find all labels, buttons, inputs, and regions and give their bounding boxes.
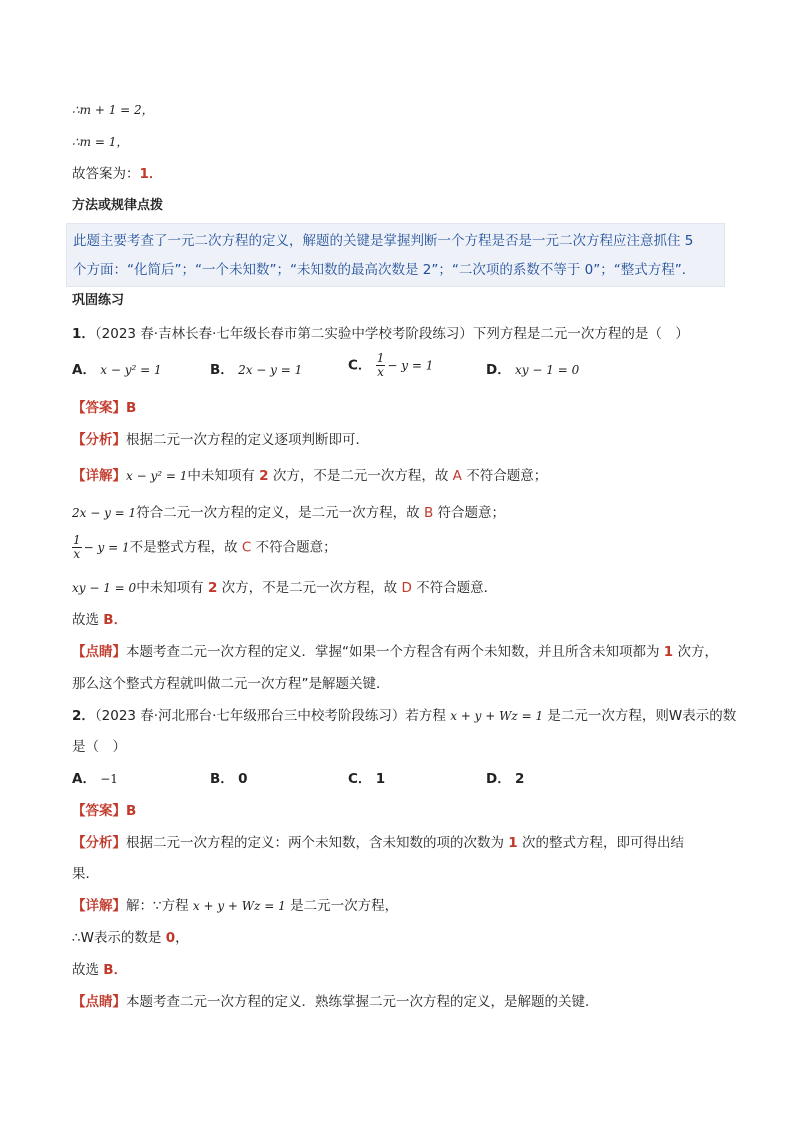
answer-prefix: 故答案为： <box>72 166 140 182</box>
q1-detail-4 <box>72 578 497 598</box>
detail-option: D <box>401 580 412 596</box>
q1-comment-1 <box>72 642 718 662</box>
analysis-highlight: 1 <box>508 835 518 851</box>
detail-highlight: 2 <box>207 580 218 596</box>
answer-tag: 【答案】 <box>72 803 126 819</box>
q2-option-c <box>348 769 385 789</box>
comment-tag: 【点睛】 <box>72 644 126 660</box>
q2-comment <box>72 992 599 1012</box>
analysis-tag: 【分析】 <box>72 835 126 851</box>
detail-text: 不符合题意． <box>411 580 498 596</box>
q2-detail-1 <box>72 896 398 916</box>
step-m: ∴m = 1， <box>72 135 129 149</box>
method-box-line1: 此题主要考查了一元二次方程的定义，解题的关键是掌握判断一个方程是否是一元二次方程应注意抓住 5 <box>73 233 694 249</box>
q2-stem-text: （2023 春·河北邢台·七年级邢台三中校考阶段练习）若方程 <box>94 708 451 724</box>
answer-line <box>72 164 162 184</box>
option-value: 2 <box>515 771 525 787</box>
q2-choose <box>72 960 127 980</box>
detail-text: 不是整式方程，故 <box>129 539 242 556</box>
q2-option-a <box>72 769 118 789</box>
choose-value: B． <box>103 612 128 628</box>
detail-math: x + y + Wz = 1 <box>192 899 286 913</box>
answer-value: B <box>126 400 137 416</box>
fraction-numerator: 1 <box>73 533 81 547</box>
option-math: x − y² = 1 <box>100 363 162 377</box>
fraction <box>72 534 82 561</box>
step-m-plus-1: ∴m + 1 = 2， <box>72 103 154 117</box>
option-value: −1 <box>100 772 118 786</box>
q2-option-d <box>486 769 524 789</box>
q2-analysis <box>72 833 684 853</box>
option-label: A． <box>72 771 96 787</box>
option-label: B． <box>210 771 234 787</box>
fraction-numerator: 1 <box>376 351 385 365</box>
q1-option-d <box>486 360 579 380</box>
analysis-text: 根据二元一次方程的定义逐项判断即可． <box>126 432 369 448</box>
fraction <box>376 352 386 379</box>
q2-stem <box>72 706 736 726</box>
q2-detail-2 <box>72 928 189 948</box>
q1-option-a <box>72 360 162 380</box>
answer-value: 1． <box>139 166 163 182</box>
analysis-text: 根据二元一次方程的定义：两个未知数，含未知数的项的次数为 <box>126 835 509 851</box>
choose-value: B． <box>103 962 128 978</box>
detail-math: 2x − y = 1 <box>72 506 137 520</box>
q1-comment-2: 那么这个整式方程就叫做二元一次方程”是解题关键． <box>72 676 390 692</box>
detail-math: − y = 1 <box>83 540 130 555</box>
option-label: D． <box>486 771 511 787</box>
method-heading: 方法或规律点拨 <box>72 198 164 213</box>
analysis-tag: 【分析】 <box>72 432 126 448</box>
answer-value: B <box>126 803 137 819</box>
option-value: 1 <box>375 771 386 787</box>
q1-option-c <box>348 352 433 379</box>
detail-text: ， <box>175 930 189 946</box>
detail-highlight: 0 <box>165 930 176 946</box>
option-math: xy − 1 = 0 <box>515 363 580 377</box>
method-box <box>66 223 725 287</box>
option-label: A． <box>72 362 96 378</box>
choose-prefix: 故选 <box>72 612 104 628</box>
q2-answer <box>72 801 136 821</box>
q2-number: 2． <box>72 708 95 724</box>
detail-text: 不符合题意； <box>461 468 548 484</box>
detail-text: 不符合题意； <box>251 539 337 556</box>
practice-heading: 巩固练习 <box>72 293 125 308</box>
fraction-denominator: x <box>73 547 81 561</box>
comment-tag: 【点睛】 <box>72 994 126 1010</box>
detail-option: C <box>241 539 252 556</box>
comment-text: 本题考查二元一次方程的定义．掌握“如果一个方程含有两个未知数，并且所含未知项都为 <box>126 644 664 660</box>
option-label: C． <box>348 771 372 787</box>
option-math: 2x − y = 1 <box>238 363 303 377</box>
q1-stem <box>72 324 689 344</box>
detail-text: 中未知项有 <box>187 468 260 484</box>
method-box-line2: 个方面：“化简后”；“一个未知数”；“未知数的最高次数是 2”；“二次项的系数不等于 0”；“整式方程”． <box>73 262 696 278</box>
detail-text: ∴W表示的数是 <box>72 930 166 946</box>
fraction-denominator: x <box>377 365 384 379</box>
detail-option: A <box>452 468 462 484</box>
q2-stem-text: 是二元一次方程，则W表示的数 <box>543 708 737 724</box>
detail-text: 是二元一次方程， <box>285 898 399 914</box>
detail-text: 符合题意； <box>433 505 506 521</box>
detail-tag: 【详解】 <box>72 468 126 484</box>
comment-highlight: 1 <box>663 644 674 660</box>
comment-text: 本题考查二元一次方程的定义．熟练掌握二元一次方程的定义，是解题的关键． <box>126 994 599 1010</box>
detail-math: x − y² = 1 <box>126 469 188 483</box>
choose-prefix: 故选 <box>72 962 104 978</box>
detail-highlight: 2 <box>259 468 269 484</box>
q1-analysis <box>72 430 369 450</box>
q1-number: 1． <box>72 326 95 342</box>
detail-text: 解：∵方程 <box>126 898 193 914</box>
q2-analysis-line2: 果． <box>72 866 99 882</box>
detail-math: xy − 1 = 0 <box>72 581 137 595</box>
q1-stem-text: （2023 春·吉林长春·七年级长春市第二实验中学校考阶段练习）下列方程是二元一次方程的是（ ） <box>94 326 689 342</box>
detail-text: 符合二元一次方程的定义，是二元一次方程，故 <box>136 505 424 521</box>
q1-option-b <box>210 360 302 380</box>
analysis-text: 次的整式方程，即可得出结 <box>517 835 684 851</box>
q1-answer <box>72 398 136 418</box>
answer-tag: 【答案】 <box>72 400 126 416</box>
option-math: − y = 1 <box>387 358 434 373</box>
q1-detail-3 <box>72 534 337 561</box>
option-value: 0 <box>238 771 248 787</box>
option-label: B． <box>210 362 234 378</box>
detail-text: 中未知项有 <box>136 580 208 596</box>
option-label: C． <box>348 357 372 374</box>
q1-detail-2 <box>72 503 505 523</box>
q1-detail-1 <box>72 466 547 486</box>
q2-stem-line2: 是（ ） <box>72 739 126 755</box>
detail-option: B <box>423 505 434 521</box>
detail-text: 次方，不是二元一次方程，故 <box>268 468 453 484</box>
option-label: D． <box>486 362 511 378</box>
q2-stem-math: x + y + Wz = 1 <box>450 709 544 723</box>
detail-text: 次方，不是二元一次方程，故 <box>217 580 402 596</box>
detail-tag: 【详解】 <box>72 898 126 914</box>
q1-choose <box>72 610 127 630</box>
q2-option-b <box>210 769 248 789</box>
comment-text: 次方， <box>673 644 718 660</box>
